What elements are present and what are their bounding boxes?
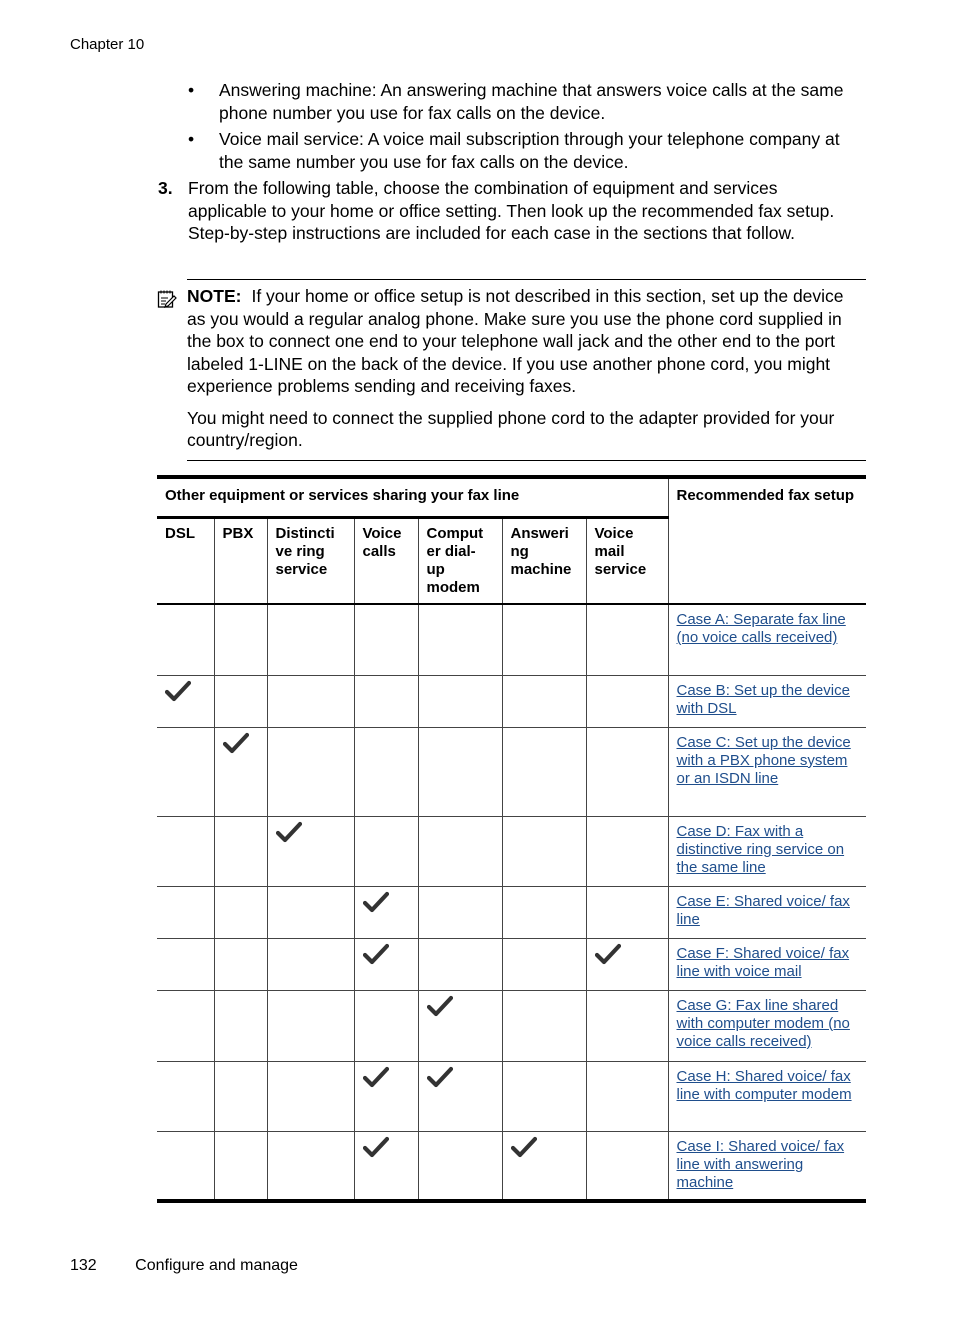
checkmark-icon: [427, 1066, 453, 1088]
case-cell: [668, 1131, 866, 1201]
case-cell: [668, 1061, 866, 1131]
table-row: [157, 990, 866, 1061]
check-cell: [354, 816, 418, 886]
check-cell: [157, 886, 214, 938]
setup-header: Recommended fax setup: [668, 477, 866, 604]
check-cell: [418, 1061, 502, 1131]
page-number: 132: [70, 1257, 97, 1274]
check-cell: [586, 604, 668, 675]
case-link[interactable]: Case H: Shared voice/ fax line with computer modem: [676, 1067, 852, 1103]
check-cell: [157, 938, 214, 990]
note-text: If your home or office setup is not described in this section, set up the device as you would a regular analog phone. Make sure you use the phone cord supplied in the box to connect one end to your telephone wall jack and the other end to the port labeled 1-LINE on the back of the device. If you use another phone cord, you might experience problems sending and receiving faxes.: [187, 286, 844, 396]
case-cell: [668, 727, 866, 816]
bullet-item: [188, 128, 868, 174]
check-cell: [418, 886, 502, 938]
checkmark-icon: [363, 943, 389, 965]
check-cell: [214, 604, 267, 675]
check-cell: [418, 816, 502, 886]
check-cell: [586, 990, 668, 1061]
check-cell: [502, 604, 586, 675]
table-row: [157, 604, 866, 675]
note-paragraph-2: You might need to connect the supplied phone cord to the adapter provided for your country/region.: [187, 407, 835, 450]
bullet-text: Answering machine: An answering machine that answers voice calls at the same phone number you use for fax calls on the device.: [219, 80, 844, 123]
check-cell: [214, 1131, 267, 1201]
bullet-dot: •: [188, 80, 195, 100]
column-header: DSL: [157, 518, 214, 605]
column-header: Voice mail service: [586, 518, 668, 605]
column-header: Distincti ve ring service: [267, 518, 354, 605]
check-cell: [157, 675, 214, 727]
checkmark-icon: [595, 943, 621, 965]
check-cell: [418, 604, 502, 675]
check-cell: [157, 990, 214, 1061]
page-footer: [70, 1257, 298, 1275]
case-link[interactable]: Case E: Shared voice/ fax line: [676, 892, 850, 928]
check-cell: [214, 990, 267, 1061]
check-cell: [214, 727, 267, 816]
checkmark-icon: [223, 732, 249, 754]
column-header: Voice calls: [354, 518, 418, 605]
note-paragraph: [187, 285, 866, 398]
table-row: [157, 675, 866, 727]
table-row: [157, 886, 866, 938]
step-number: 3.: [158, 178, 173, 198]
check-cell: [418, 727, 502, 816]
bullet-dot: •: [188, 129, 195, 149]
check-cell: [418, 938, 502, 990]
fax-setup-table: [157, 475, 866, 1203]
step-3: [158, 177, 838, 245]
check-cell: [586, 1131, 668, 1201]
check-cell: [502, 816, 586, 886]
note-icon: [157, 289, 177, 309]
check-cell: [267, 1061, 354, 1131]
check-cell: [586, 938, 668, 990]
check-cell: [354, 938, 418, 990]
check-cell: [418, 990, 502, 1061]
check-cell: [214, 938, 267, 990]
table-row: [157, 816, 866, 886]
checkmark-icon: [165, 680, 191, 702]
bullet-item: [188, 79, 868, 125]
table-row: [157, 1131, 866, 1201]
check-cell: [157, 1131, 214, 1201]
check-cell: [267, 816, 354, 886]
check-cell: [157, 1061, 214, 1131]
check-cell: [586, 886, 668, 938]
column-header: PBX: [214, 518, 267, 605]
checkmark-icon: [276, 821, 302, 843]
check-cell: [502, 886, 586, 938]
check-cell: [502, 1061, 586, 1131]
check-cell: [267, 1131, 354, 1201]
check-cell: [267, 727, 354, 816]
note-box: [187, 279, 866, 461]
check-cell: [586, 816, 668, 886]
check-cell: [354, 675, 418, 727]
check-cell: [502, 675, 586, 727]
check-cell: [586, 727, 668, 816]
checkmark-icon: [363, 1066, 389, 1088]
case-link[interactable]: Case F: Shared voice/ fax line with voice mail: [676, 944, 850, 980]
case-link[interactable]: Case G: Fax line shared with computer modem (no voice calls received): [676, 996, 850, 1051]
check-cell: [502, 938, 586, 990]
check-cell: [354, 1061, 418, 1131]
bullet-list: [188, 79, 868, 177]
table-row: [157, 938, 866, 990]
check-cell: [267, 938, 354, 990]
check-cell: [214, 886, 267, 938]
check-cell: [354, 886, 418, 938]
case-cell: [668, 990, 866, 1061]
case-link[interactable]: Case D: Fax with a distinctive ring service on the same line: [676, 822, 845, 877]
check-cell: [157, 604, 214, 675]
case-cell: [668, 938, 866, 990]
check-cell: [502, 1131, 586, 1201]
check-cell: [586, 1061, 668, 1131]
check-cell: [157, 727, 214, 816]
column-header: Answeri ng machine: [502, 518, 586, 605]
check-cell: [267, 675, 354, 727]
case-link[interactable]: Case A: Separate fax line (no voice calls received): [676, 611, 846, 647]
group-header: Other equipment or services sharing your fax line: [157, 477, 668, 518]
check-cell: [157, 816, 214, 886]
checkmark-icon: [511, 1136, 537, 1158]
checkmark-icon: [363, 891, 389, 913]
check-cell: [418, 1131, 502, 1201]
check-cell: [354, 990, 418, 1061]
check-cell: [354, 727, 418, 816]
case-cell: [668, 886, 866, 938]
check-cell: [214, 816, 267, 886]
case-cell: [668, 675, 866, 727]
table-row: [157, 1061, 866, 1131]
check-cell: [214, 675, 267, 727]
check-cell: [502, 990, 586, 1061]
check-cell: [354, 604, 418, 675]
checkmark-icon: [363, 1136, 389, 1158]
check-cell: [418, 675, 502, 727]
step-text: From the following table, choose the combination of equipment and services applicable to your home or office setting. Then look up the recommended fax setup. Step-by-step instructions are included for each case in the sections that follow.: [188, 178, 835, 243]
checkmark-icon: [427, 995, 453, 1017]
bullet-text: Voice mail service: A voice mail subscription through your telephone company at the same number you use for fax calls on the device.: [219, 129, 840, 172]
check-cell: [586, 675, 668, 727]
check-cell: [267, 886, 354, 938]
chapter-header: Chapter 10: [70, 36, 145, 53]
case-link[interactable]: Case I: Shared voice/ fax line with answering machine: [676, 1137, 845, 1192]
check-cell: [214, 1061, 267, 1131]
case-link[interactable]: Case B: Set up the device with DSL: [676, 681, 850, 717]
case-cell: [668, 816, 866, 886]
check-cell: [502, 727, 586, 816]
case-link[interactable]: Case C: Set up the device with a PBX phone system or an ISDN line: [676, 733, 851, 788]
footer-section: Configure and manage: [135, 1257, 298, 1274]
check-cell: [354, 1131, 418, 1201]
note-label: NOTE:: [187, 286, 242, 306]
check-cell: [267, 604, 354, 675]
column-header: Comput er dial-up modem: [418, 518, 502, 605]
table-row: [157, 727, 866, 816]
case-cell: [668, 604, 866, 675]
check-cell: [267, 990, 354, 1061]
